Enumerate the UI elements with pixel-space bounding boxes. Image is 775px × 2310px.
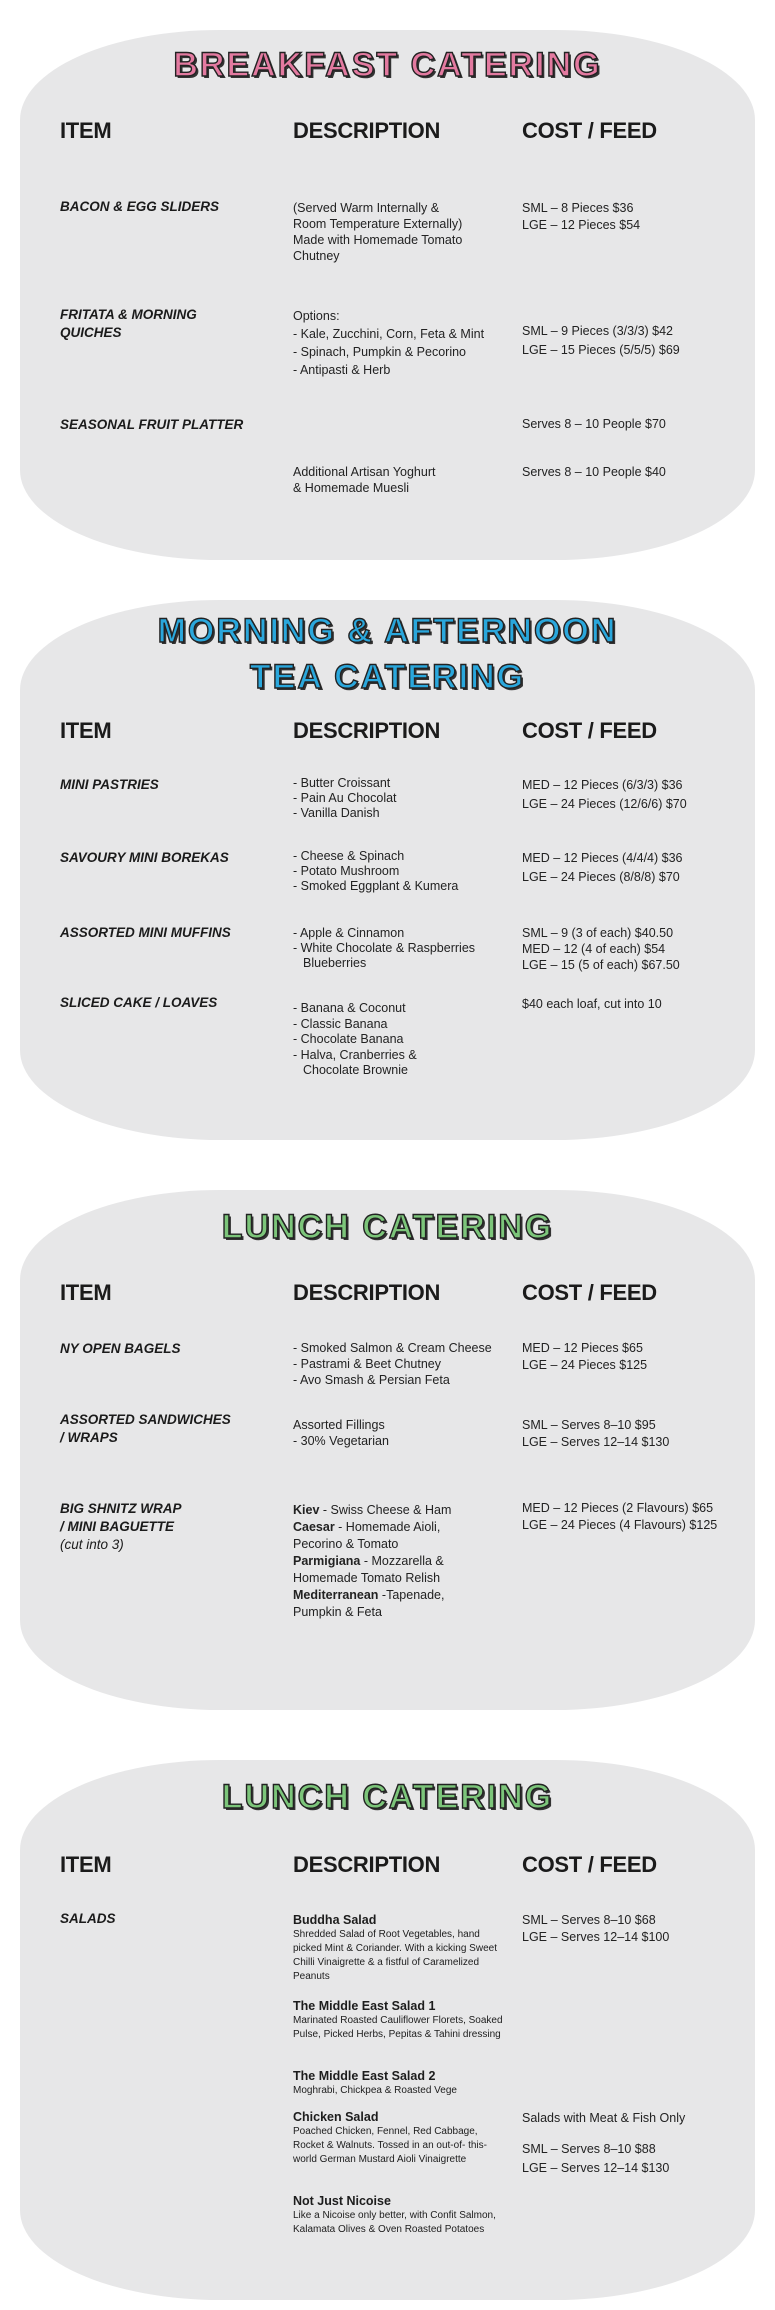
item-seasonal-fruit-platter: SEASONAL FRUIT PLATTER — [60, 417, 244, 432]
tea-title-line1: MORNING & AFTERNOON — [157, 612, 618, 650]
item-assorted-mini-muffins: ASSORTED MINI MUFFINS — [60, 925, 231, 940]
item-bacon-egg-sliders: BACON & EGG SLIDERS — [60, 199, 220, 214]
item-mini-pastries: MINI PASTRIES — [60, 777, 159, 792]
cost-fritata-quiches: SML – 9 Pieces (3/3/3) $42 LGE – 15 Pieces (5/5/5) $69 — [522, 324, 680, 357]
desc-mini-pastries: - Butter Croissant - Pain Au Chocolat - Vanilla Danish — [293, 776, 397, 820]
desc-assorted-sandwiches-wraps: Assorted Fillings - 30% Vegetarian — [293, 1418, 389, 1448]
desc-bacon-egg-sliders: (Served Warm Internally & Room Temperature Externally) Made with Homemade Tomato Chutney — [293, 201, 463, 263]
desc-assorted-mini-muffins: - Apple & Cinnamon - White Chocolate & Raspberries Blueberries — [293, 926, 476, 970]
salad-middle-east-2: The Middle East Salad 2 Moghrabi, Chickpea & Roasted Vege — [293, 2069, 457, 2096]
item-big-shnitz-wrap: BIG SHNITZ WRAP / MINI BAGUETTE (cut into 3) — [60, 1501, 182, 1552]
header-cost: COST / FEED — [522, 718, 657, 743]
desc-ny-open-bagels: - Smoked Salmon & Cream Cheese - Pastrami & Beet Chutney - Avo Smash & Persian Feta — [293, 1341, 492, 1387]
item-fritata-quiches: FRITATA & MORNING QUICHES — [60, 307, 197, 340]
desc-yoghurt-muesli: Additional Artisan Yoghurt & Homemade Muesli — [293, 465, 436, 495]
desc-savoury-mini-borekas: - Cheese & Spinach - Potato Mushroom - Smoked Eggplant & Kumera — [293, 849, 459, 893]
header-item: ITEM — [60, 1852, 112, 1877]
lunch-card-1 — [20, 1190, 755, 1710]
lunch-title-2: LUNCH CATERING — [221, 1778, 554, 1816]
header-cost: COST / FEED — [522, 1852, 657, 1877]
header-description: DESCRIPTION — [293, 1852, 441, 1877]
item-ny-open-bagels: NY OPEN BAGELS — [60, 1341, 181, 1356]
breakfast-title: BREAKFAST CATERING — [173, 46, 602, 84]
item-savoury-mini-borekas: SAVOURY MINI BOREKAS — [60, 850, 229, 865]
cost-bacon-egg-sliders: SML – 8 Pieces $36 LGE – 12 Pieces $54 — [522, 201, 641, 232]
cost-savoury-mini-borekas: MED – 12 Pieces (4/4/4) $36 LGE – 24 Pieces (8/8/8) $70 — [522, 851, 683, 884]
cost-ny-open-bagels: MED – 12 Pieces $65 LGE – 24 Pieces $125 — [522, 1341, 648, 1372]
salad-not-just-nicoise: Not Just Nicoise Like a Nicoise only better, with Confit Salmon, Kalamata Olives & Oven Roasted Potatoes — [293, 2194, 496, 2235]
header-cost: COST / FEED — [522, 1280, 657, 1305]
tea-card — [20, 600, 755, 1140]
item-salads: SALADS — [60, 1911, 116, 1926]
tea-title-line2: TEA CATERING — [249, 658, 526, 696]
salad-buddha: Buddha Salad Shredded Salad of Root Vegetables, hand picked Mint & Coriander. With a kicking Sweet Chilli Vinaigrette & a fistful of Caramelized Peanuts — [293, 1913, 497, 1982]
cost-mini-pastries: MED – 12 Pieces (6/3/3) $36 LGE – 24 Pieces (12/6/6) $70 — [522, 778, 687, 811]
cost-salads-vegetarian: SML – Serves 8–10 $68 LGE – Serves 12–14 $100 — [522, 1913, 670, 1944]
header-item: ITEM — [60, 1280, 112, 1305]
cost-seasonal-fruit-platter: Serves 8 – 10 People $70 — [522, 417, 666, 431]
salad-chicken: Chicken Salad Poached Chicken, Fennel, Red Cabbage, Rocket & Walnuts. Tossed in an out-of- this-world German Mustard Aioli Vinaigrette — [293, 2110, 487, 2165]
header-description: DESCRIPTION — [293, 718, 441, 743]
desc-fritata-quiches: Options: - Kale, Zucchini, Corn, Feta & Mint - Spinach, Pumpkin & Pecorino - Antipasti & Herb — [293, 309, 485, 377]
item-sliced-cake-loaves: SLICED CAKE / LOAVES — [60, 995, 218, 1010]
cost-salads-meat-fish: SML – Serves 8–10 $88 LGE – Serves 12–14 $130 — [522, 2142, 670, 2175]
lunch-card-2 — [20, 1760, 755, 2300]
breakfast-card — [20, 30, 755, 560]
header-cost: COST / FEED — [522, 118, 657, 143]
header-item: ITEM — [60, 118, 112, 143]
cost-salads-note: Salads with Meat & Fish Only — [522, 2111, 686, 2125]
lunch-title-1: LUNCH CATERING — [221, 1208, 554, 1246]
desc-big-shnitz-wrap: Kiev - Swiss Cheese & Ham Caesar - Homemade Aioli, Pecorino & Tomato Parmigiana - Mozzarella & Homemade Tomato Relish Mediterranean -Tapenade, Pumpkin & Feta — [293, 1503, 452, 1619]
salad-middle-east-1: The Middle East Salad 1 Marinated Roasted Cauliflower Florets, Soaked Pulse, Picked Herbs, Pepitas & Tahini dressing — [293, 1999, 503, 2040]
desc-sliced-cake-loaves: - Banana & Coconut - Classic Banana - Chocolate Banana - Halva, Cranberries & Chocolate Brownie — [293, 1001, 417, 1077]
header-description: DESCRIPTION — [293, 118, 441, 143]
cost-assorted-mini-muffins: SML – 9 (3 of each) $40.50 MED – 12 (4 of each) $54 LGE – 15 (5 of each) $67.50 — [522, 926, 680, 972]
cost-sliced-cake-loaves: $40 each loaf, cut into 10 — [522, 997, 662, 1011]
cost-assorted-sandwiches-wraps: SML – Serves 8–10 $95 LGE – Serves 12–14 $130 — [522, 1418, 670, 1449]
item-assorted-sandwiches-wraps: ASSORTED SANDWICHES / WRAPS — [60, 1412, 231, 1445]
header-item: ITEM — [60, 718, 112, 743]
header-description: DESCRIPTION — [293, 1280, 441, 1305]
cost-yoghurt-muesli: Serves 8 – 10 People $40 — [522, 465, 666, 479]
cost-big-shnitz-wrap: MED – 12 Pieces (2 Flavours) $65 LGE – 24 Pieces (4 Flavours) $125 — [522, 1501, 718, 1532]
